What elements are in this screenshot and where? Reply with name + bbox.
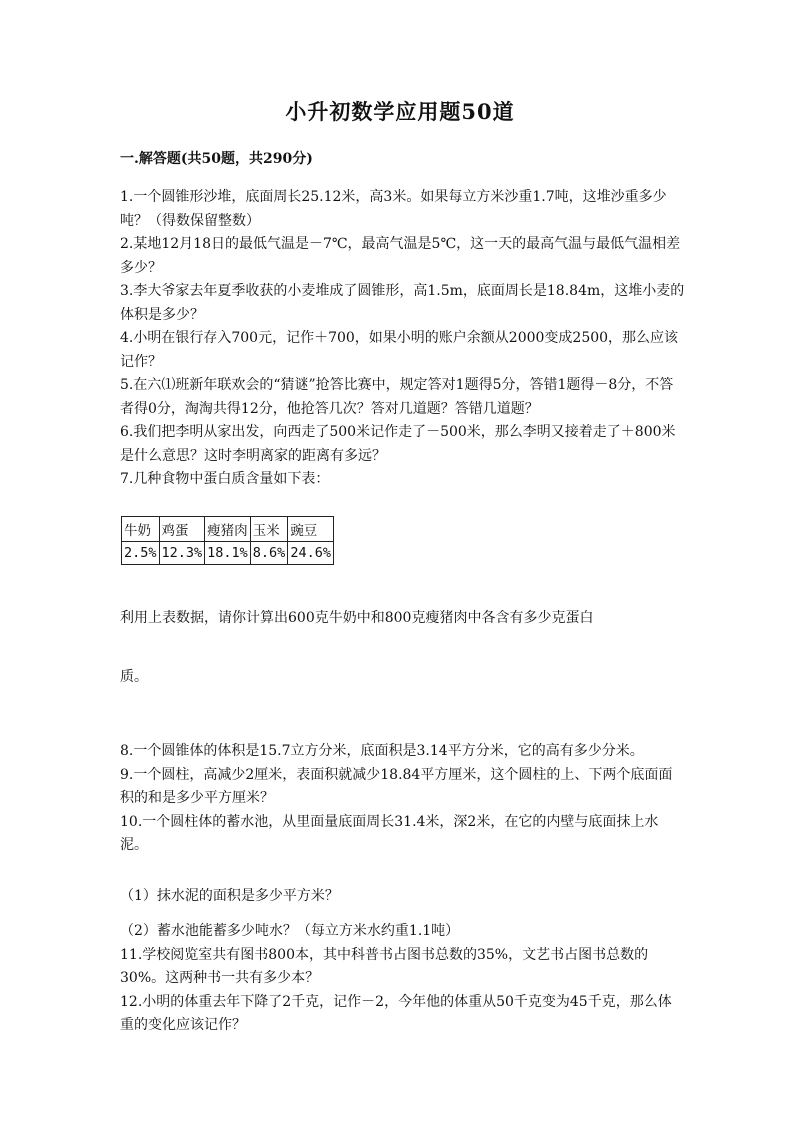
question-7-text-line2: 质。 [120, 669, 148, 685]
question-2: 2.某地12月18日的最低气温是－7℃，最高气温是5℃，这一天的最高气温与最低气温相差多少？ [120, 236, 681, 276]
table-header-cell: 鸡蛋 [159, 517, 205, 542]
question-6: 6.我们把李明从家出发，向西走了500米记作走了－500米，那么李明又接着走了＋800米是什么意思？这时李明离家的距离有多远？ [120, 424, 676, 464]
question-5: 5.在六⑴班新年联欢会的“猜谜”抢答比赛中，规定答对1题得5分，答错1题得－8分，不答者得0分，淘淘共得12分，他抢答几次？答对几道题？答错几道题？ [120, 377, 674, 417]
question-1: 1.一个圆锥形沙堆，底面周长25.12米，高3米。如果每立方米沙重1.7吨，这堆沙重多少吨？（得数保留整数） [120, 189, 667, 229]
table-header-cell: 豌豆 [288, 517, 334, 542]
questions-part1 [120, 186, 685, 492]
questions-part3 [120, 920, 685, 1038]
question-8: 8.一个圆锥体的体积是15.7立方分米，底面积是3.14平方分米，它的高有多少分米。 [120, 743, 644, 759]
table-header-cell: 瘦猪肉 [205, 517, 251, 542]
question-7-text-line1: 利用上表数据，请你计算出600克牛奶中和800克瘦猪肉中各含有多少克蛋白 [120, 610, 594, 626]
table-value-cell: 12.3% [159, 542, 205, 565]
question-11: 11.学校阅览室共有图书800本，其中科普书占图书总数的35%，文艺书占图书总数的30%。这两种书一共有多少本？ [120, 946, 649, 986]
question-3: 3.李大爷家去年夏季收获的小麦堆成了圆锥形，高1.5m，底面周长是18.84m，这堆小麦的体积是多少？ [120, 283, 685, 323]
question-4: 4.小明在银行存入700元，记作＋700，如果小明的账户余额从2000变成2500，那么应该记作？ [120, 330, 679, 370]
question-10: 10.一个圆柱体的蓄水池，从里面量底面周长31.4米，深2米，在它的内壁与底面抹上水泥。 [120, 813, 659, 853]
question-7: 7.几种食物中蛋白质含量如下表： [120, 471, 330, 487]
protein-table-value-row [122, 542, 334, 565]
table-value-cell: 24.6% [288, 542, 334, 565]
table-value-cell: 8.6% [250, 542, 288, 565]
question-10-sub1: （1）抹水泥的面积是多少平方米？ [120, 888, 339, 904]
table-value-cell: 18.1% [205, 542, 251, 565]
question-12: 12.小明的体重去年下降了2千克，记作－2，今年他的体重从50千克变为45千克，那么体重的变化应该记作？ [120, 993, 672, 1033]
questions-part2 [120, 740, 685, 858]
page-title: 小升初数学应用题50道 [285, 99, 515, 124]
question-9: 9.一个圆柱，高减少2厘米，表面积就减少18.84平方厘米，这个圆柱的上、下两个底面面积的和是多少平方厘米？ [120, 766, 673, 806]
table-value-cell: 2.5% [122, 542, 160, 565]
question-10-sub2: （2）蓄水池能蓄多少吨水？（每立方米水约重1.1吨） [120, 923, 460, 939]
protein-table [121, 516, 334, 565]
section-heading: 一.解答题(共50题，共290分) [120, 151, 313, 167]
table-header-cell: 玉米 [250, 517, 288, 542]
protein-table-header-row [122, 517, 334, 542]
table-header-cell: 牛奶 [122, 517, 160, 542]
